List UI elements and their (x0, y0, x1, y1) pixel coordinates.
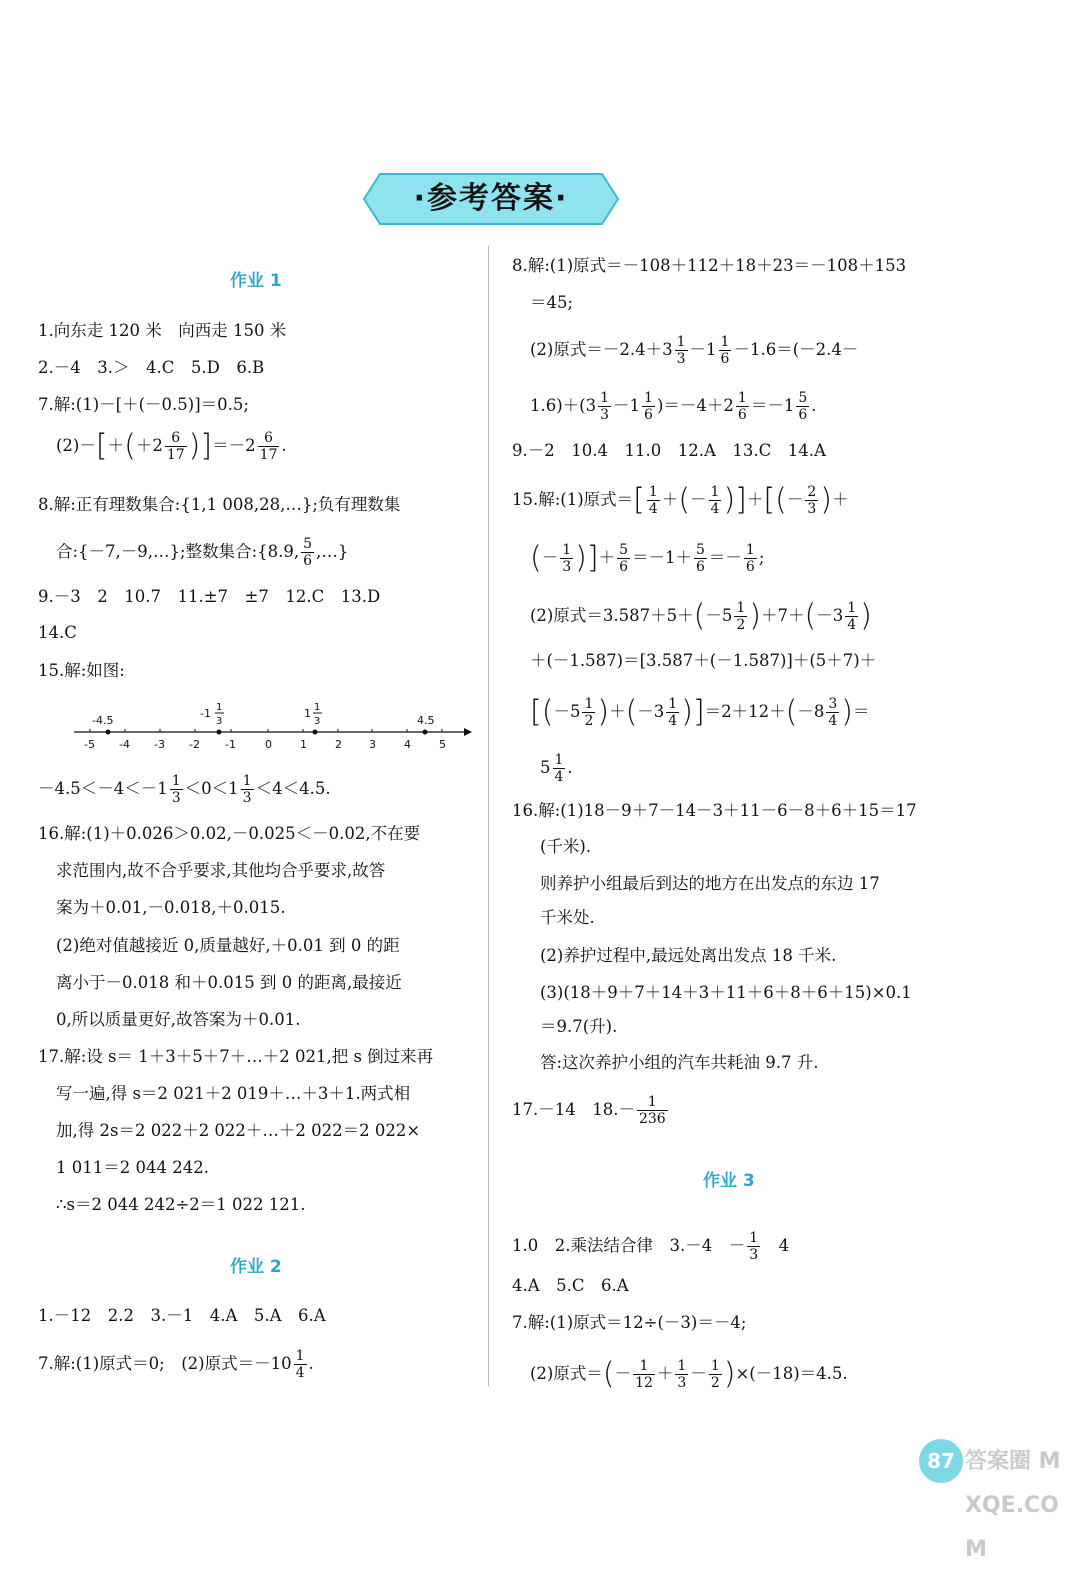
numerator: 1 (648, 484, 658, 500)
fraction (598, 390, 611, 423)
column-divider (488, 246, 489, 1386)
answer-line: ∴s＝2 044 242÷2＝1 022 121. (56, 1195, 306, 1214)
fraction (582, 696, 595, 729)
answer-line (38, 773, 331, 806)
numerator: 5 (798, 390, 808, 406)
text: 15.解:(1)原式＝ (512, 490, 634, 509)
answer-line: 9.－3 2 10.7 11.±7 ±7 12.C 13.D (38, 587, 381, 606)
denominator: 3 (676, 351, 686, 367)
fraction (647, 484, 660, 517)
section-heading-1: 作业 1 (230, 271, 282, 291)
fraction (294, 1348, 307, 1381)
answer-line: ＝9.7(升). (540, 1017, 618, 1036)
fraction (845, 600, 858, 633)
text: (2)－ (56, 436, 96, 455)
tick-label: 0 (265, 738, 272, 751)
text: (2)原式＝3.587＋5＋ (530, 606, 694, 625)
denominator: 3 (562, 559, 572, 575)
numerator: 6 (258, 430, 280, 447)
answer-line (512, 1230, 789, 1263)
point-label-numerator: 1 (314, 702, 321, 713)
fraction (734, 600, 747, 633)
denominator: 3 (242, 790, 252, 806)
denominator: 2 (584, 713, 594, 729)
page-number: 87 (927, 1449, 955, 1473)
text: ＝2＋12＋ (704, 702, 786, 721)
denominator: 236 (638, 1111, 666, 1127)
fraction (301, 536, 314, 569)
fraction (675, 1358, 688, 1391)
number-line (72, 700, 472, 760)
denominator: 6 (644, 407, 653, 423)
text: (2)原式＝ (530, 1364, 603, 1383)
answer-line: 15.解:如图: (38, 661, 125, 680)
fraction (170, 773, 183, 806)
answer-line: 千米处. (540, 908, 595, 927)
text: －1.6＝(－2.4－ (733, 340, 859, 359)
text: . (567, 758, 573, 777)
text: 17.－14 18.－ (512, 1100, 635, 1119)
numerator: 1 (677, 1358, 687, 1374)
numerator: 1 (710, 1358, 720, 1374)
answer-line: ＝45; (530, 293, 574, 312)
answer-line: 17.解:设 s＝ 1＋3＋5＋7＋…＋2 021,把 s 倒过来再 (38, 1047, 434, 1066)
numerator: 2 (807, 484, 817, 500)
answer-line: 15.解:(1)原式＝[ $\frac{1}{4}$ ＋(－ $\frac{1}{4}$ )]＋[(－ $\frac{2}{3}$ )＋ (512, 482, 849, 518)
text: . (308, 1354, 314, 1373)
fraction (633, 1358, 655, 1391)
numerator: 1 (295, 1348, 305, 1364)
section-heading-2: 作业 2 (230, 1257, 282, 1277)
answer-line (38, 1348, 314, 1381)
fraction (617, 542, 630, 575)
numerator: 1 (720, 334, 730, 350)
text: )＝－4＋2 (656, 396, 734, 415)
fraction (560, 542, 573, 575)
text: ×(－18)＝4.5. (735, 1364, 848, 1383)
answer-line: 离小于－0.018 和＋0.015 到 0 的距离,最接近 (56, 973, 402, 992)
text: ＝－2 (212, 436, 256, 455)
answer-line: 1.－12 2.2 3.－1 4.A 5.A 6.A (38, 1306, 326, 1325)
point-label: 4.5 (417, 714, 435, 727)
numerator: 1 (600, 390, 610, 406)
tick-label: 5 (439, 738, 446, 751)
section-heading-3: 作业 3 (703, 1171, 755, 1191)
text: ＝－1＋ (632, 548, 692, 567)
denominator: 6 (737, 407, 747, 423)
answer-line: 7.解:(1)原式＝12÷(－3)＝－4; (512, 1313, 747, 1332)
answer-line: (2)绝对值越接近 0,质量越好,＋0.01 到 0 的距 (56, 936, 400, 955)
title-banner (362, 172, 620, 226)
answer-line: 14.C (38, 623, 77, 642)
fraction (666, 696, 679, 729)
fraction (719, 334, 732, 367)
numerator: 5 (303, 536, 313, 552)
numerator: 1 (668, 696, 678, 712)
fraction (258, 430, 280, 463)
text: ＜4＜4.5. (255, 779, 331, 798)
fraction (747, 1230, 760, 1263)
fraction (709, 1358, 722, 1391)
answer-line (540, 752, 573, 785)
answer-line: 2.－4 3.＞ 4.C 5.D 6.B (38, 358, 265, 377)
fraction (805, 484, 818, 517)
text: ＝－ (708, 548, 742, 567)
denominator: 12 (635, 1375, 653, 1391)
numerator: 5 (619, 542, 628, 558)
point-label-denominator: 3 (216, 716, 223, 727)
denominator: 6 (619, 559, 628, 575)
denominator: 6 (720, 351, 730, 367)
denominator: 3 (749, 1247, 759, 1263)
point-label-numerator: 1 (216, 702, 223, 713)
denominator: 6 (696, 559, 705, 575)
numerator: 1 (554, 752, 564, 768)
point (106, 730, 111, 735)
tick-label: -2 (189, 738, 200, 751)
denominator: 17 (259, 447, 278, 463)
fraction (675, 334, 688, 367)
text: ＝－1 (750, 396, 795, 415)
answer-line: 8.解:正有理数集合:{1,1 008,28,…};负有理数集 (38, 495, 401, 514)
fraction (736, 390, 749, 423)
numerator: 3 (828, 696, 838, 712)
text: 5 (540, 758, 551, 777)
numerator: 1 (847, 600, 857, 616)
point-label: 1 (304, 707, 311, 720)
text: －1 (613, 396, 641, 415)
text: 1.6)＋(3 (530, 396, 597, 415)
denominator: 3 (807, 501, 817, 517)
fraction (637, 1094, 668, 1127)
answer-line (530, 390, 817, 423)
numerator: 1 (749, 1230, 759, 1246)
fraction (796, 390, 809, 423)
answer-line: (2)原式＝(－ $\frac{1}{12}$ ＋ $\frac{1}{3}$ － $\frac{1}{2}$ )×(－18)＝4.5. (530, 1356, 848, 1392)
denominator: 3 (677, 1375, 687, 1391)
tick-label: -4 (119, 738, 130, 751)
text: 4 (778, 1236, 790, 1255)
tick-label: -1 (225, 738, 236, 751)
answer-line: 则养护小组最后到达的地方在出发点的东边 17 (540, 874, 880, 893)
answer-line: 16.解:(1)＋0.026＞0.02,－0.025＜－0.02,不在要 (38, 824, 421, 843)
page-number-badge (916, 1436, 966, 1486)
numerator: 1 (242, 773, 252, 789)
text: ; (758, 548, 765, 567)
numerator: 1 (644, 390, 653, 406)
answer-line: (3)(18＋9＋7＋14＋3＋11＋6＋8＋6＋15)×0.1 (540, 983, 912, 1002)
denominator: 2 (736, 617, 746, 633)
numerator: 5 (696, 542, 705, 558)
answer-line (56, 536, 348, 569)
answer-line: 8.解:(1)原式＝－108＋112＋18＋23＝－108＋153 (512, 256, 907, 275)
fraction (744, 542, 757, 575)
text: . (811, 396, 817, 415)
numerator: 1 (637, 1094, 668, 1111)
numerator: 1 (171, 773, 181, 789)
tick-label: -5 (84, 738, 95, 751)
denominator: 4 (648, 501, 658, 517)
numerator: 1 (584, 696, 594, 712)
answer-line: (千米). (540, 837, 592, 856)
answer-line: 9.－2 10.4 11.0 12.A 13.C 14.A (512, 441, 826, 460)
answer-line: 案为＋0.01,－0.018,＋0.015. (56, 898, 286, 917)
numerator: 1 (676, 334, 686, 350)
numerator: 1 (745, 542, 755, 558)
answer-line: ＋(－1.587)＝[3.587＋(－1.587)]＋(5＋7)＋ (530, 651, 877, 670)
denominator: 6 (745, 559, 755, 575)
watermark: 答案圈 MXQE.COM (965, 1449, 1061, 1562)
fraction (694, 542, 707, 575)
answer-line: 16.解:(1)18－9＋7－14－3＋11－6－8＋6＋15＝17 (512, 801, 917, 820)
numerator: 1 (633, 1358, 655, 1375)
denominator: 17 (166, 447, 185, 463)
answer-line: 求范围内,故不合乎要求,其他均合乎要求,故答 (56, 861, 386, 880)
fraction (709, 484, 722, 517)
answer-line: 0,所以质量更好,故答案为＋0.01. (56, 1010, 301, 1029)
answer-line: 写一遍,得 s＝2 021＋2 019＋…＋3＋1.两式相 (56, 1084, 411, 1103)
fraction (642, 390, 655, 423)
point-label: -4.5 (92, 714, 114, 727)
point-label-denominator: 3 (314, 716, 321, 727)
tick-label: -3 (154, 738, 165, 751)
tick-label: 4 (404, 738, 411, 751)
denominator: 4 (668, 713, 678, 729)
point (313, 730, 318, 735)
text: 1.0 2.乘法结合律 3.－4 － (512, 1236, 746, 1255)
answer-line: (－ $\frac{1}{3}$ )]＋ $\frac{5}{6}$ ＝－1＋ $\frac{5}{6}$ ＝－ $\frac{1}{6}$ ; (530, 540, 765, 576)
text: (2)原式＝－2.4＋3 (530, 340, 673, 359)
denominator: 3 (600, 407, 610, 423)
denominator: 4 (710, 501, 720, 517)
denominator: 6 (798, 407, 808, 423)
answer-line (512, 1094, 670, 1127)
denominator: 4 (295, 1365, 305, 1381)
numerator: 1 (737, 390, 747, 406)
fraction (241, 773, 254, 806)
answer-line: 4.A 5.C 6.A (512, 1276, 629, 1295)
answer-line: 加,得 2s＝2 022＋2 022＋…＋2 022＝2 022× (56, 1121, 421, 1140)
text: 7.解:(1)原式＝0; (2)原式＝－10 (38, 1354, 292, 1373)
text: －4.5＜－4＜－1 (38, 779, 168, 798)
denominator: 2 (710, 1375, 720, 1391)
numerator: 1 (562, 542, 572, 558)
point (423, 730, 428, 735)
answer-line: (2)原式＝3.587＋5＋(－5 $\frac{1}{2}$ )＋7＋(－3 $\frac{1}{4}$ ) (530, 598, 872, 634)
answer-line: 7.解:(1)－[＋(－0.5)]＝0.5; (38, 395, 249, 414)
denominator: 6 (303, 553, 313, 569)
denominator: 4 (847, 617, 857, 633)
text: 合:{－7,－9,…};整数集合:{8.9, (56, 542, 300, 561)
answer-line: (2)养护过程中,最远处离出发点 18 千米. (540, 946, 837, 965)
text: ＋7＋ (760, 606, 805, 625)
answer-line: 1 011＝2 044 242. (56, 1158, 209, 1177)
tick-label: 2 (335, 738, 342, 751)
numerator: 6 (165, 430, 187, 447)
tick-label: 1 (300, 738, 307, 751)
denominator: 4 (554, 769, 564, 785)
point (217, 730, 222, 735)
text: ＜0＜1 (184, 779, 239, 798)
text: ,…} (316, 542, 349, 561)
answer-line: [(－5 $\frac{1}{2}$ )＋(－3 $\frac{1}{4}$ )]＝2＋12＋(－8 $\frac{3}{4}$ )＝ (530, 694, 870, 730)
numerator: 1 (736, 600, 746, 616)
text: －1 (689, 340, 717, 359)
tick-label: 3 (369, 738, 376, 751)
denominator: 3 (171, 790, 181, 806)
fraction (165, 430, 187, 463)
answer-line: 答:这次养护小组的汽车共耗油 9.7 升. (540, 1053, 819, 1072)
point-label: -1 (200, 707, 211, 720)
numerator: 1 (710, 484, 720, 500)
answer-line: (2)－[＋(＋2 $\frac{6}{17}$ )]＝－2 $\frac{6}{17}$ . (56, 428, 287, 464)
fraction (553, 752, 566, 785)
answer-line: 1.向东走 120 米 向西走 150 米 (38, 321, 287, 340)
answer-line (530, 334, 858, 367)
denominator: 4 (828, 713, 838, 729)
page-title: ·参考答案· (413, 181, 569, 216)
fraction (826, 696, 839, 729)
